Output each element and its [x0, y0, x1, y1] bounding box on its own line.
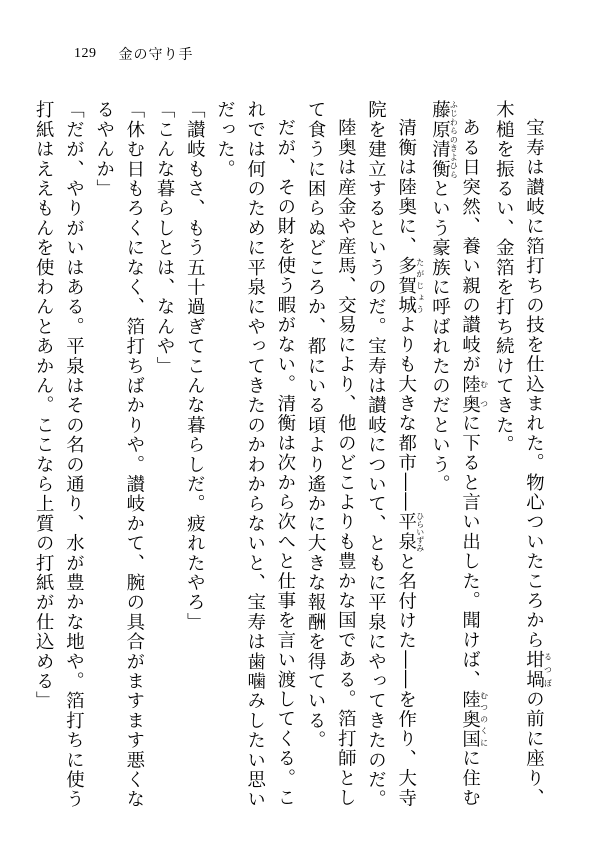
text-run: 清衡は陸奥に、: [395, 118, 417, 257]
narration-paragraph: [300, 100, 360, 820]
ruby-word: [395, 256, 425, 316]
page-header: [74, 44, 194, 64]
furigana: ふじわらのきよひら: [449, 100, 459, 179]
dialogue-line: [179, 100, 209, 820]
text-run: の前に座り、木槌を振るい、金箔を打ち続けてきた。: [493, 100, 545, 808]
text-run: に下ると言い出した。聞けば、: [459, 413, 481, 690]
furigana: ひらいずみ: [415, 512, 425, 553]
dialogue-line: [88, 100, 148, 820]
text-run: に住む: [459, 748, 481, 808]
ruby-base: 藤原清衡: [429, 100, 451, 179]
ruby-word: [459, 689, 489, 749]
text-run: 陸奥は産金や産馬、交易により、他のどこよりも豊かな国である。箔打師として食うに困らぬどころか、都にいる頃より遙かに大きな報酬を得ている。: [305, 100, 357, 808]
page-number: 129: [74, 46, 97, 61]
ruby-word: [395, 512, 425, 553]
ruby-word: [429, 100, 459, 179]
running-title: 金の守り手: [118, 47, 194, 63]
text-run: という豪族に呼ばれたのだという。: [429, 178, 451, 495]
narration-paragraph: [488, 100, 552, 820]
text-run: 「こんな暮らしとは、なんや」: [154, 100, 176, 376]
furigana: むつのくに: [479, 689, 489, 749]
text-run: よりも大きな都市――: [395, 315, 417, 513]
text-run: 宝寿は讃岐に箔打ちの技を仕込まれた。物心ついたころから: [523, 118, 545, 651]
text-run: 「休む日もろくになく、箔打ちばかりや。讃岐かて、腕の具合がますます悪くなるやんか」: [93, 100, 145, 810]
ruby-base: 坩堝: [523, 650, 545, 690]
dialogue-line: [28, 100, 88, 820]
dialogue-line: [149, 100, 179, 820]
narration-paragraph: [209, 100, 300, 820]
furigana: たがじょう: [415, 256, 425, 316]
ruby-base: 陸奥国: [459, 689, 481, 749]
body-text: [33, 100, 553, 820]
ruby-base: 平泉: [395, 512, 417, 553]
text-run: だが、その財を使う暇がない。清衡は次から次へと仕事を言い渡してくる。これでは何のために平泉にやってきたのかわからないと、宝寿は歯噛みしたい思いだった。: [214, 100, 296, 810]
text-run: 「だが、やりがいはある。平泉はその名の通り、水が豊かな地や。箔打ちに使う打紙はええもんを使わんとあかん。ここなら上質の打紙が仕込める」: [33, 100, 85, 810]
narration-paragraph: [360, 100, 424, 820]
furigana: むつ: [479, 374, 489, 414]
text-run: 「讃岐もさ、もう五十過ぎてこんな暮らしだ。疲れたやろ」: [184, 100, 206, 632]
ruby-word: [523, 650, 553, 690]
text-run: と名付けた――を作り、大寺院を建立するというのだ。宝寿は讃岐について、ともに平泉にやってきたのだ。: [365, 100, 417, 810]
narration-paragraph: [424, 100, 488, 820]
ruby-word: [459, 374, 489, 414]
ruby-base: 多賀城: [395, 256, 417, 316]
text-run: ある日突然、養い親の讃岐が: [459, 118, 481, 375]
furigana: るつぼ: [543, 650, 553, 690]
ruby-base: 陸奥: [459, 374, 481, 414]
